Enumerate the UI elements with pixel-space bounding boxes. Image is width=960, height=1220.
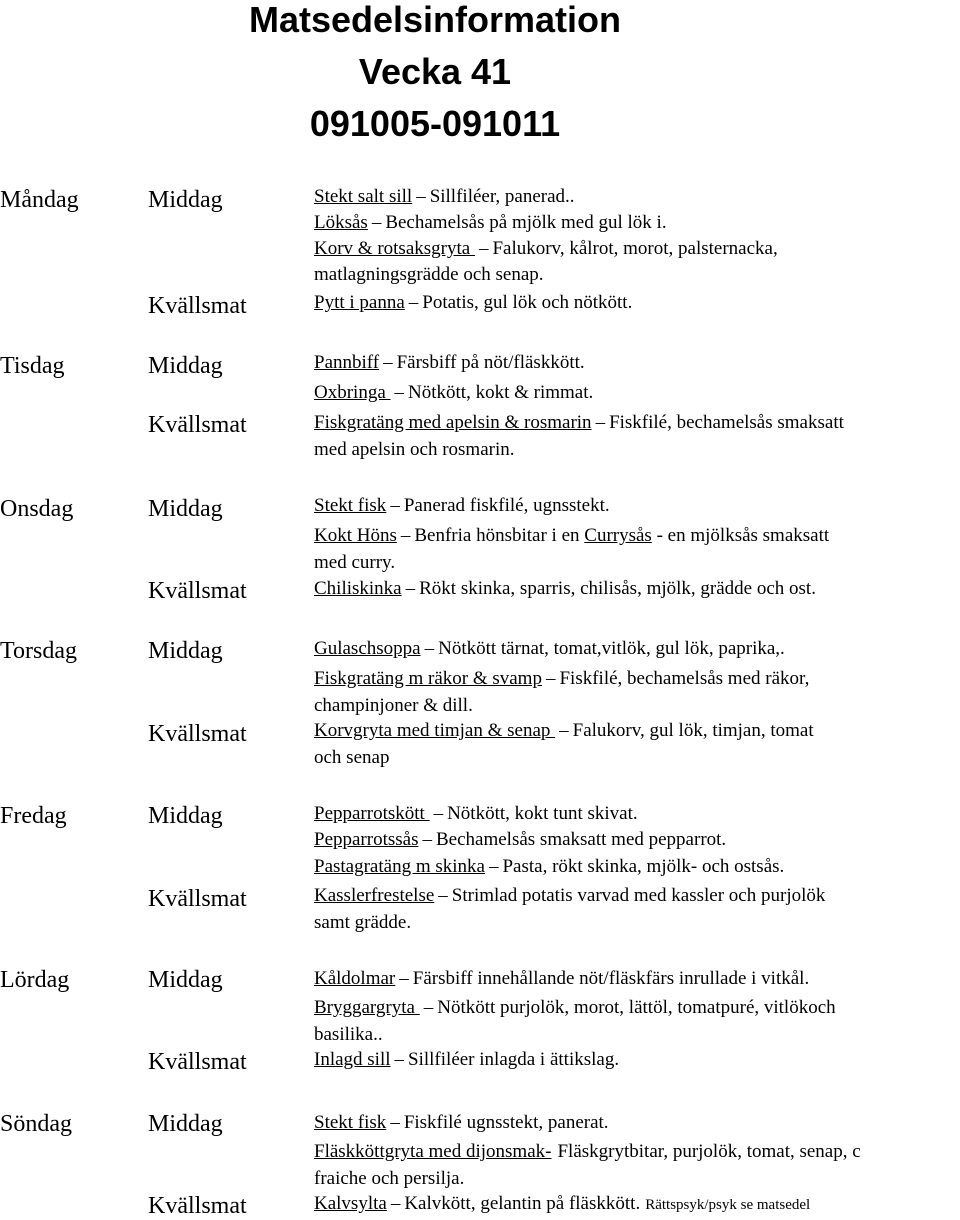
dish-description: Panerad fiskfilé, ugnsstekt. [403,495,610,516]
dish-description: Kalvkött, gelantin på fläskkött. [404,1193,641,1214]
dish-description: - en mjölksås smaksatt [651,525,830,546]
dish-name: Korvgryta med timjan & senap [314,720,556,741]
dish-description: Strimlad potatis varvad med kassler och purjolök [451,885,826,906]
dish-description-continued: fraiche och persilja. [314,1168,465,1189]
meal-label-middag: Middag [148,803,223,829]
dish-description-continued: basilika.. [314,1024,383,1045]
menu-item [314,523,960,549]
meal-label-middag: Middag [148,967,223,993]
dish-name: Pepparrotskött [314,803,430,824]
dish-name: Pannbiff [314,352,380,373]
dish-description: Nötkött, kokt tunt skivat. [447,803,638,824]
menu-item [314,576,960,602]
dish-name: Fiskgratäng med apelsin & rosmarin [314,412,592,433]
dish-name: Kalvsylta [314,1193,387,1214]
dish-name: Fläskköttgryta med dijonsmak- [314,1141,552,1162]
menu-item [314,801,960,827]
dish-description: Fiskfilé ugnsstekt, panerat. [403,1112,609,1133]
dash: – [438,885,448,906]
dash: – [478,238,489,259]
dash: – [390,495,400,516]
date-range: 091005-091011 [309,103,561,144]
dash: – [371,212,382,233]
menu-item [314,210,960,236]
dish-description-continued: matlagningsgrädde och senap. [314,264,544,285]
dash: – [595,412,606,433]
meal-label-kvallsmat: Kvällsmat [148,1049,247,1075]
dash: – [394,382,405,403]
dash: – [422,829,432,850]
meal-label-kvallsmat: Kvällsmat [148,721,247,747]
menu-item [314,883,960,909]
dish-description: Rökt skinka, sparris, chilisås, mjölk, grädde och ost. [419,578,816,599]
dash: – [390,1193,401,1214]
dish-name: Kokt Höns [314,525,397,546]
dish-name: Löksås [314,212,368,233]
day-wednesday: Onsdag [0,496,74,522]
dish-name: Chiliskinka [314,578,402,599]
day-tuesday: Tisdag [0,353,65,379]
dish-description: Fiskfilé, bechamelsås med räkor, [559,668,810,689]
dish-name: Stekt fisk [314,495,387,516]
dish-description: Nötkött, kokt & rimmat. [408,382,594,403]
day-monday: Måndag [0,187,79,213]
meal-label-middag: Middag [148,1111,223,1137]
dish-name: Gulaschsoppa [314,638,421,659]
dash: – [405,578,416,599]
dish-name: Kasslerfrestelse [314,885,435,906]
dish-description-continued: samt grädde. [314,912,412,933]
dish-name: Oxbringa [314,382,391,403]
meal-label-middag: Middag [148,496,223,522]
dish-description: Falukorv, kålrot, morot, palsternacka, [492,238,778,259]
menu-item [314,666,960,692]
menu-item [314,636,960,662]
meal-label-middag: Middag [148,187,223,213]
menu-item [314,184,960,210]
menu-item [314,718,960,744]
menu-item [314,410,960,436]
menu-item [314,995,960,1021]
menu-item [314,1047,960,1073]
dish-description-link: Currysås [584,525,652,546]
meal-label-kvallsmat: Kvällsmat [148,293,247,319]
dish-name: Fiskgratäng m räkor & svamp [314,668,542,689]
dish-name: Pepparrotssås [314,829,419,850]
day-thursday: Torsdag [0,638,77,664]
dish-description: Bechamelsås på mjölk med gul lök i. [385,212,667,233]
menu-item [314,493,960,519]
dish-description: Falukorv, gul lök, timjan, tomat [572,720,814,741]
dash: – [424,638,435,659]
dish-description: Pasta, rökt skinka, mjölk- och ostsås. [502,856,785,877]
dash: – [545,668,556,689]
dish-description: Potatis, gul lök och nötkött. [422,292,633,313]
dish-description-continued: med curry. [314,552,396,573]
dish-name: Bryggargryta [314,997,420,1018]
dish-name: Pytt i panna [314,292,405,313]
dish-name: Korv & rotsaksgryta [314,238,475,259]
dish-description-continued: med apelsin och rosmarin. [314,439,515,460]
meal-label-kvallsmat: Kvällsmat [148,412,247,438]
meal-label-middag: Middag [148,638,223,664]
menu-item [314,1191,960,1218]
footnote: Rättspsyk/psyk se matsedel [645,1197,811,1213]
dash: – [399,968,409,989]
dish-description: Fläskgrytbitar, purjolök, tomat, senap, c [557,1141,861,1162]
day-saturday: Lördag [0,967,70,993]
dash: – [390,1112,400,1133]
dish-description: Färsbiff innehållande nöt/fläskfärs inrullade i vitkål. [412,968,810,989]
menu-item [314,380,960,406]
dish-name: Stekt salt sill [314,186,413,207]
dash: – [433,803,444,824]
dish-name: Pastagratäng m skinka [314,856,485,877]
dish-description: Sillfiléer inlagda i ättikslag. [408,1049,620,1070]
menu-item [314,350,960,376]
meal-label-kvallsmat: Kvällsmat [148,1193,247,1219]
menu-item [314,290,960,316]
meal-label-kvallsmat: Kvällsmat [148,886,247,912]
dash: – [394,1049,405,1070]
menu-item [314,854,960,880]
day-friday: Fredag [0,803,67,829]
dish-description: Nötkött tärnat, tomat,vitlök, gul lök, paprika,. [438,638,785,659]
dish-description: Färsbiff på nöt/fläskkött. [396,352,585,373]
menu-item [314,1139,960,1165]
meal-label-kvallsmat: Kvällsmat [148,578,247,604]
menu-item [314,1110,960,1136]
menu-item [314,966,960,992]
page-title: Matsedelsinformation [248,0,622,40]
dish-description: Sillfiléer, panerad.. [429,186,575,207]
menu-item [314,827,960,853]
week-label: Vecka 41 [358,51,512,92]
dish-description: Fiskfilé, bechamelsås smaksatt [609,412,844,433]
dash: – [416,186,426,207]
dash: – [383,352,393,373]
dish-name: Kåldolmar [314,968,396,989]
dish-description: Benfria hönsbitar i en [414,525,585,546]
dish-description: Bechamelsås smaksatt med pepparrot. [435,829,727,850]
dash: – [423,997,434,1018]
dash: – [488,856,499,877]
dish-name: Stekt fisk [314,1112,387,1133]
menu-item [314,236,960,262]
meal-label-middag: Middag [148,353,223,379]
dish-description-continued: och senap [314,747,390,768]
dash: – [408,292,419,313]
dish-description-continued: champinjoner & dill. [314,695,473,716]
dash: – [400,525,411,546]
dish-name: Inlagd sill [314,1049,391,1070]
dish-description: Nötkött purjolök, morot, lättöl, tomatpuré, vitlökoch [437,997,836,1018]
day-sunday: Söndag [0,1111,72,1137]
dash: – [559,720,569,741]
